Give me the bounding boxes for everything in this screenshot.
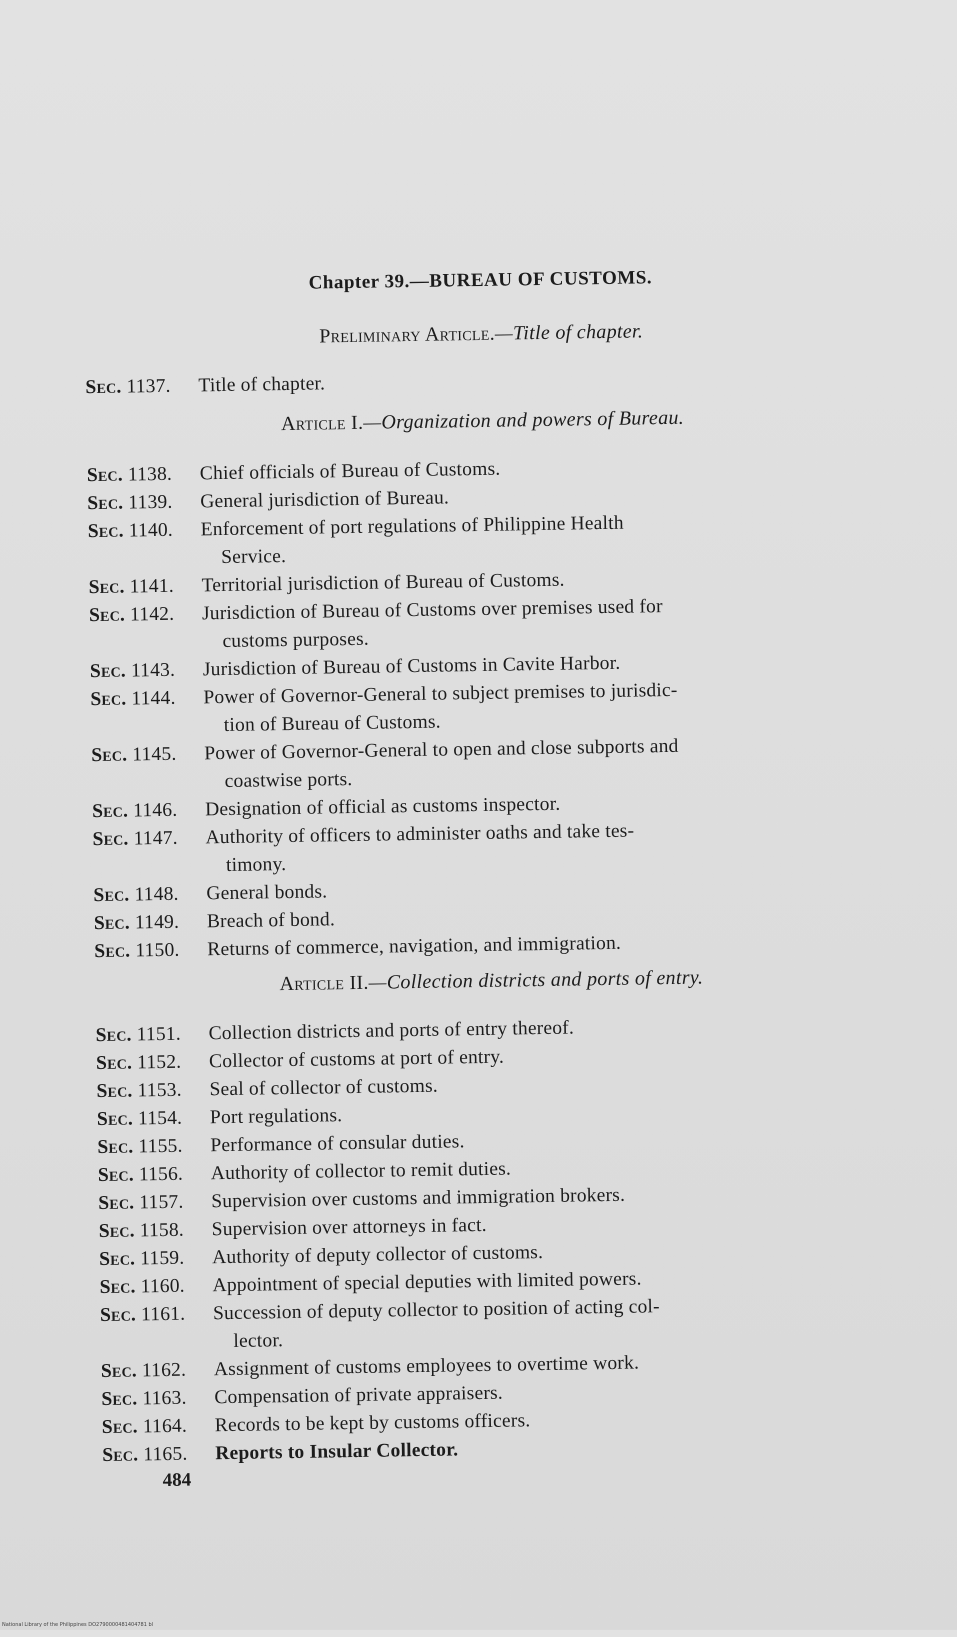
section-title: Records to be kept by customs officers. bbox=[214, 1410, 531, 1437]
section-title: Title of chapter. bbox=[198, 373, 326, 397]
section-number: Sec. 1151. bbox=[95, 1023, 182, 1047]
section-number: Sec. 1137. bbox=[85, 375, 171, 399]
section-number: Sec. 1147. bbox=[92, 827, 178, 851]
article-label: Preliminary Article. bbox=[319, 322, 496, 348]
section-number: Sec. 1158. bbox=[98, 1219, 185, 1243]
section-title: Performance of consular duties. bbox=[210, 1131, 465, 1157]
section-title: Collection districts and ports of entry thereof. bbox=[208, 1017, 575, 1045]
section-title: Succession of deputy collector to position of acting col- lector. bbox=[212, 1296, 660, 1352]
article-subtitle: —Collection districts and ports of entry. bbox=[368, 966, 704, 994]
section-number: Sec. 1162. bbox=[100, 1359, 187, 1383]
section-title: Breach of bond. bbox=[206, 909, 336, 933]
page-number: 484 bbox=[162, 1469, 192, 1492]
section-title: Chief officials of Bureau of Customs. bbox=[199, 458, 501, 485]
section-number: Sec. 1157. bbox=[98, 1191, 184, 1215]
section-number: Sec. 1138. bbox=[86, 463, 173, 487]
section-number: Sec. 1159. bbox=[99, 1247, 185, 1271]
section-number: Sec. 1165. bbox=[102, 1443, 188, 1467]
section-title: Compensation of private appraisers. bbox=[214, 1382, 504, 1409]
section-title: Collector of customs at port of entry. bbox=[208, 1046, 505, 1073]
section-number: Sec. 1140. bbox=[87, 519, 174, 543]
section-entry bbox=[85, 362, 865, 402]
article-heading-i bbox=[0, 403, 951, 441]
section-title: Authority of collector to remit duties. bbox=[210, 1158, 512, 1185]
article-label: Article I. bbox=[280, 411, 364, 436]
section-number: Sec. 1144. bbox=[90, 687, 176, 711]
section-title: Authority of officers to administer oaths and take tes- timony. bbox=[205, 820, 635, 876]
section-title: Jurisdiction of Bureau of Customs over premises used for customs purposes. bbox=[201, 596, 663, 653]
section-title: Designation of official as customs inspector. bbox=[204, 793, 561, 821]
section-title: Power of Governor-General to open and close subports and coastwise ports. bbox=[204, 735, 679, 793]
section-title: General bonds. bbox=[206, 881, 328, 905]
section-number: Sec. 1148. bbox=[93, 883, 179, 907]
section-number: Sec. 1156. bbox=[97, 1163, 184, 1187]
section-title: General jurisdiction of Bureau. bbox=[200, 487, 450, 513]
section-number: Sec. 1153. bbox=[96, 1079, 182, 1103]
section-list-article-ii bbox=[95, 1010, 882, 1470]
section-number: Sec. 1149. bbox=[93, 911, 180, 935]
section-number: Sec. 1146. bbox=[91, 799, 178, 823]
section-title: Territorial jurisdiction of Bureau of Customs. bbox=[201, 569, 565, 597]
section-number: Sec. 1142. bbox=[88, 603, 175, 627]
section-number: Sec. 1150. bbox=[94, 939, 180, 963]
section-number: Sec. 1160. bbox=[99, 1275, 185, 1299]
article-subtitle: —Title of chapter. bbox=[494, 320, 644, 345]
section-number: Sec. 1154. bbox=[96, 1107, 183, 1131]
section-title: Enforcement of port regulations of Philippine Health Service. bbox=[200, 512, 624, 569]
section-number: Sec. 1143. bbox=[89, 659, 176, 683]
section-number: Sec. 1145. bbox=[91, 743, 177, 767]
article-heading-preliminary bbox=[0, 316, 950, 354]
article-label: Article II. bbox=[279, 971, 369, 996]
section-title: Assignment of customs employees to overtime work. bbox=[213, 1352, 640, 1381]
section-number: Sec. 1152. bbox=[95, 1051, 182, 1075]
section-title: Supervision over attorneys in fact. bbox=[211, 1214, 487, 1241]
section-title: Jurisdiction of Bureau of Customs in Cavite Harbor. bbox=[202, 652, 621, 681]
section-number: Sec. 1141. bbox=[88, 575, 174, 599]
article-heading-ii bbox=[3, 962, 957, 1000]
section-number: Sec. 1164. bbox=[101, 1415, 188, 1439]
section-number: Sec. 1139. bbox=[87, 491, 173, 515]
section-title: Port regulations. bbox=[209, 1105, 343, 1129]
section-number: Sec. 1161. bbox=[99, 1303, 186, 1327]
footer-credit: National Library of the Philippines DO2790000481404781 bl bbox=[2, 1622, 154, 1628]
section-title: Appointment of special deputies with limited powers. bbox=[212, 1268, 642, 1297]
section-title: Power of Governor-General to subject premises to jurisdic- tion of Bureau of Customs. bbox=[203, 679, 678, 737]
section-number: Sec. 1163. bbox=[101, 1387, 187, 1411]
section-title: Reports to Insular Collector. bbox=[215, 1439, 459, 1465]
article-subtitle: —Organization and powers of Bureau. bbox=[363, 406, 685, 434]
section-title: Authority of deputy collector of customs. bbox=[211, 1242, 544, 1269]
chapter-title: Chapter 39.—BUREAU OF CUSTOMS. bbox=[308, 267, 653, 294]
section-list-article-i bbox=[87, 450, 875, 966]
section-title: Returns of commerce, navigation, and immigration. bbox=[207, 932, 622, 961]
section-title: Seal of collector of customs. bbox=[209, 1075, 439, 1101]
section-title: Supervision over customs and immigration brokers. bbox=[211, 1184, 626, 1213]
section-number: Sec. 1155. bbox=[97, 1135, 183, 1159]
section-list-preliminary bbox=[85, 362, 865, 402]
